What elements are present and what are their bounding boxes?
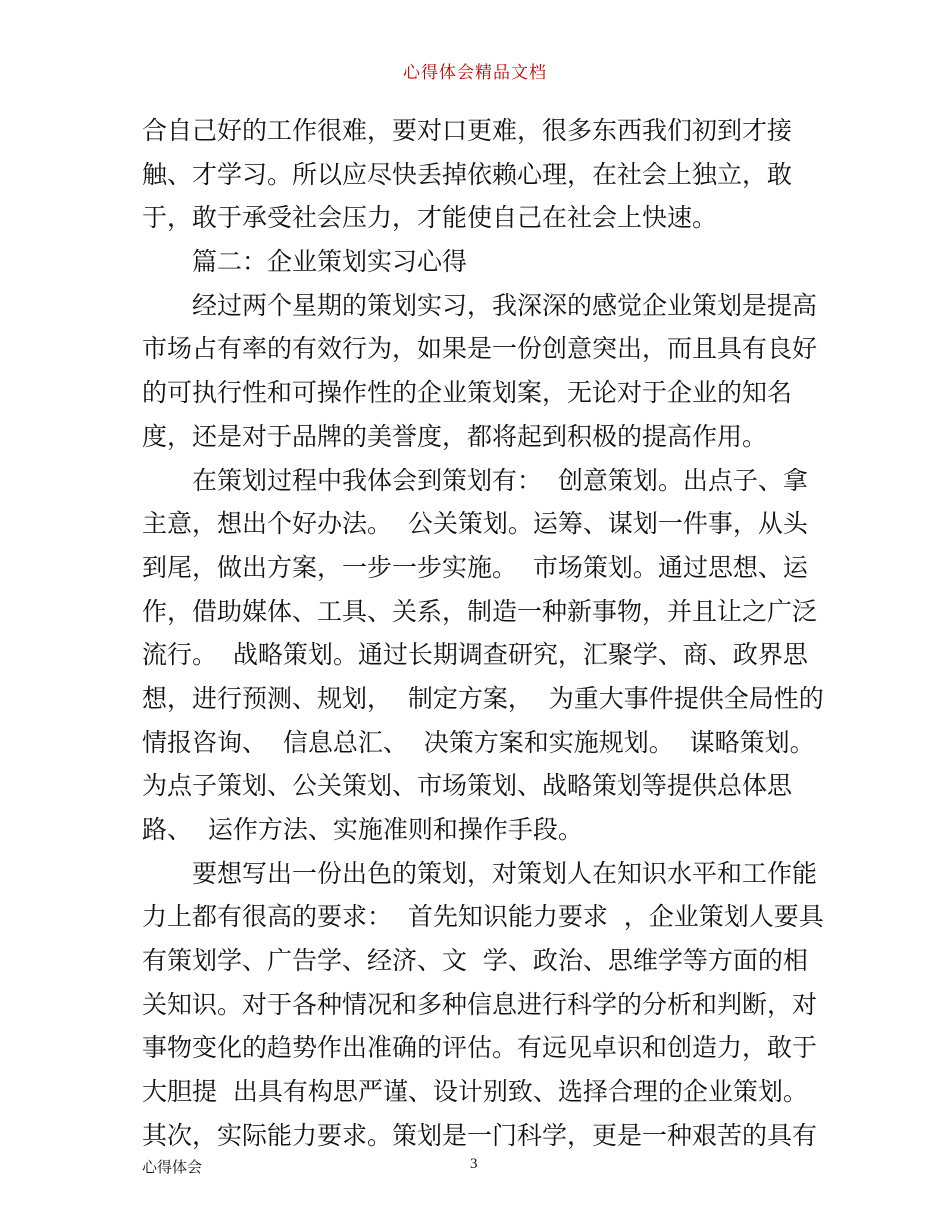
- text-line: 大胆提 出具有构思严谨、设计别致、选择合理的企业策划。: [142, 1077, 808, 1107]
- text-line: 要想写出一份出色的策划，对策划人在知识水平和工作能: [192, 858, 818, 888]
- document-body: [142, 109, 824, 1158]
- text-line: 于，敢于承受社会压力，才能使自己在社会上快速。: [142, 203, 718, 233]
- text-line: 市场占有率的有效行为，如果是一份创意突出，而且具有良好: [142, 334, 818, 364]
- text-line: 路、 运作方法、实施准则和操作手段。: [142, 815, 583, 844]
- text-line: 度，还是对于品牌的美誉度，都将起到积极的提高作用。: [142, 421, 768, 451]
- text-line: 关知识。对于各种情况和多种信息进行科学的分析和判断，对: [142, 989, 818, 1019]
- text-line: 触、才学习。所以应尽快丢掉依赖心理，在社会上独立，敢: [142, 159, 793, 189]
- text-line: 流行。 战略策划。通过长期调查研究，汇聚学、商、政界思: [142, 640, 808, 670]
- text-line: 事物变化的趋势作出准确的评估。有远见卓识和创造力，敢于: [142, 1033, 818, 1063]
- text-line: 主意，想出个好办法。 公关策划。运筹、谋划一件事，从头: [142, 509, 808, 539]
- page-number: 3: [470, 1156, 478, 1172]
- section-heading: 篇二：企业策划实习心得: [192, 247, 468, 277]
- text-line: 的可执行性和可操作性的企业策划案，无论对于企业的知名: [142, 378, 793, 408]
- text-line: 想，进行预测、规划， 制定方案， 为重大事件提供全局性的: [142, 683, 824, 713]
- text-line: 经过两个星期的策划实习，我深深的感觉企业策划是提高: [192, 290, 818, 320]
- text-line: 作，借助媒体、工具、关系，制造一种新事物，并且让之广泛: [142, 596, 818, 626]
- text-line: 到尾，做出方案，一步一步实施。 市场策划。通过思想、运: [142, 552, 808, 582]
- text-line: 其次，实际能力要求。策划是一门科学，更是一种艰苦的具有: [142, 1120, 818, 1150]
- text-line: 力上都有很高的要求： 首先知识能力要求 ，企业策划人要具: [142, 902, 824, 932]
- text-line: 在策划过程中我体会到策划有： 创意策划。出点子、拿: [192, 465, 808, 495]
- page-header-title: 心得体会精品文档: [403, 63, 547, 83]
- text-line: 情报咨询、 信息总汇、 决策方案和实施规划。 谋略策划。: [142, 727, 815, 757]
- text-line: 有策划学、广告学、经济、文 学、政治、思维学等方面的相: [142, 946, 808, 976]
- footer-label: 心得体会: [142, 1158, 203, 1176]
- text-line: 合自己好的工作很难，要对口更难，很多东西我们初到才接: [142, 116, 793, 145]
- text-line: 为点子策划、公关策划、市场策划、战略策划等提供总体思: [142, 771, 793, 801]
